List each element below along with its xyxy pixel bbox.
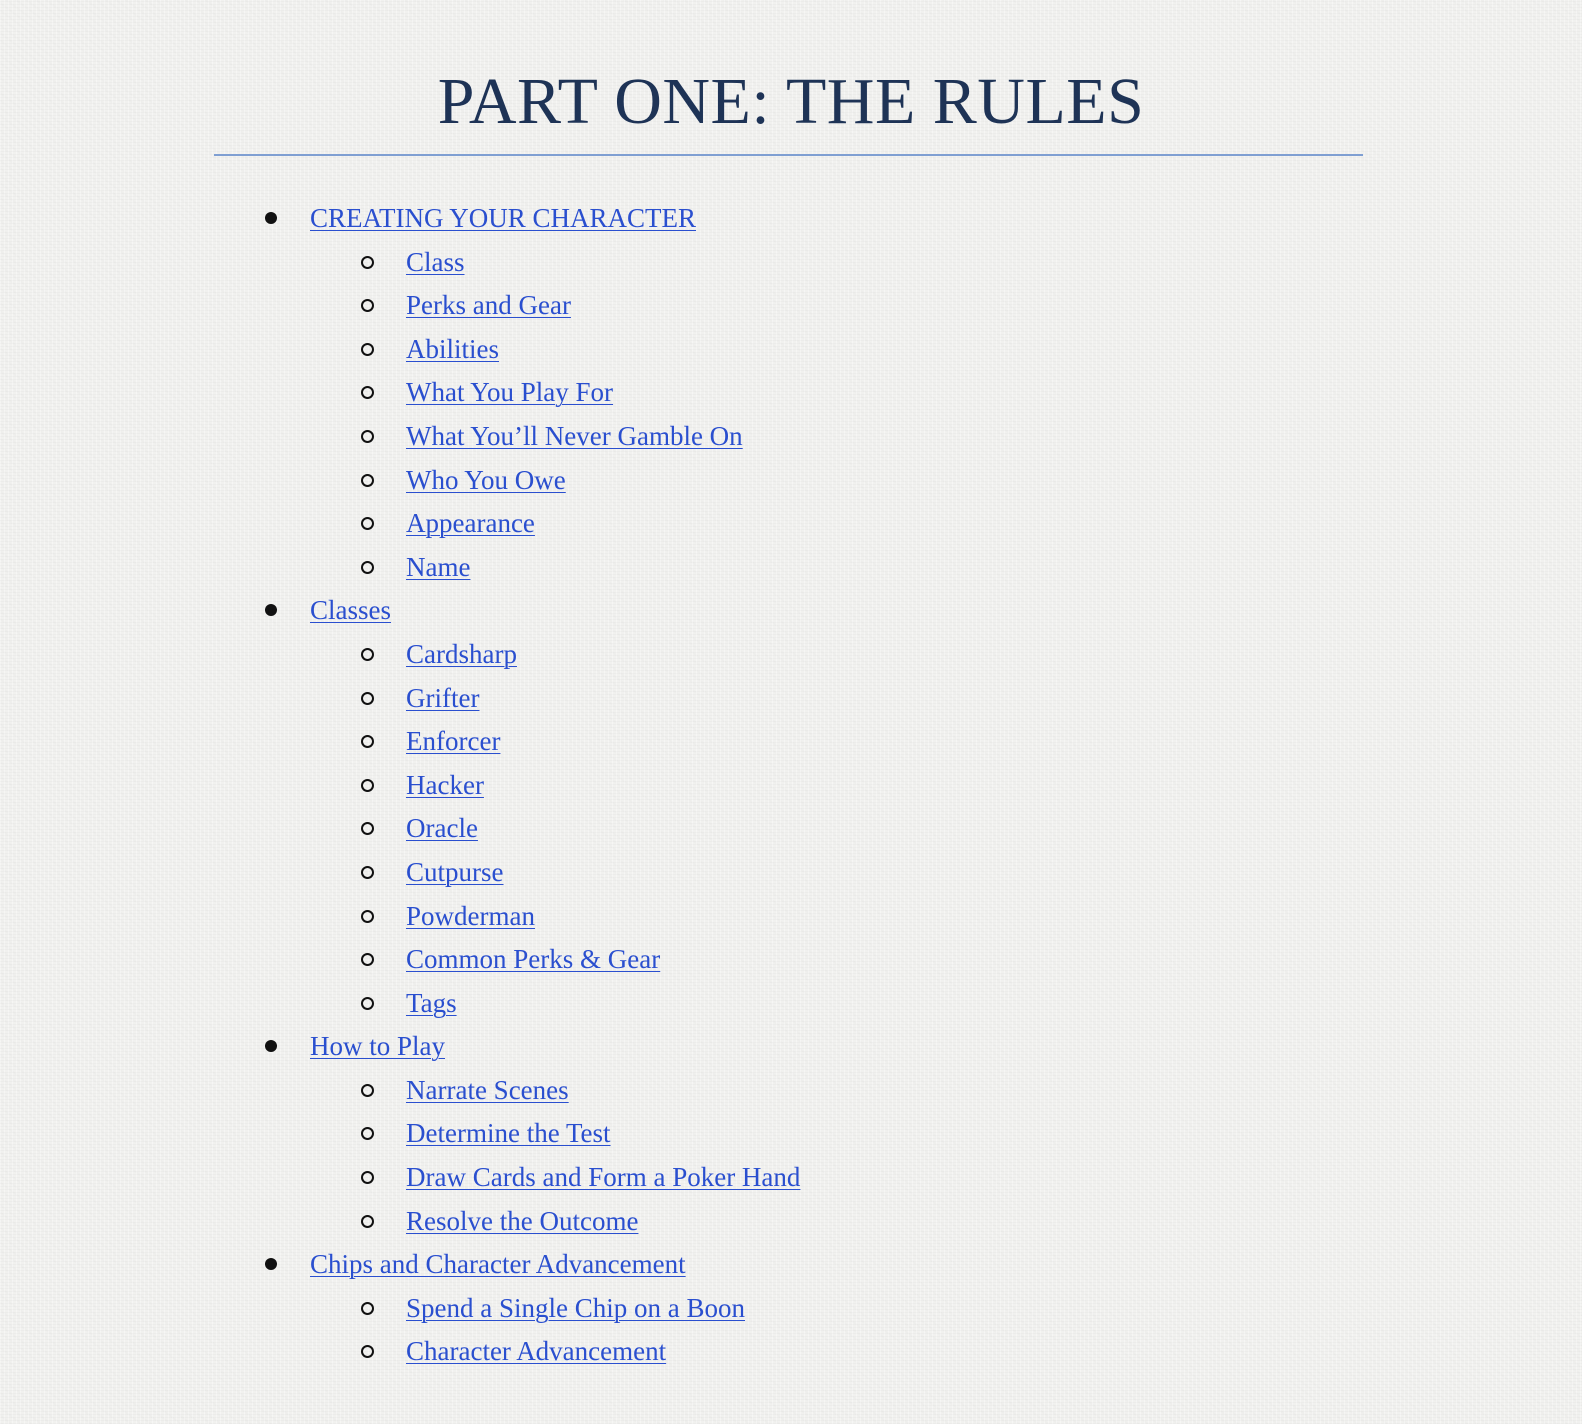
- toc-subitem: [0, 1287, 1582, 1331]
- toc-link-chips-and-character-advancement[interactable]: Chips and Character Advancement: [310, 1249, 686, 1280]
- toc-subitem: [0, 895, 1582, 939]
- toc-link-cutpurse[interactable]: Cutpurse: [406, 856, 504, 887]
- circle-bullet-icon: [361, 997, 374, 1010]
- toc-subitem: [0, 284, 1582, 328]
- circle-bullet-icon: [361, 1302, 374, 1315]
- circle-bullet-icon: [361, 386, 374, 399]
- toc-subitem: [0, 1069, 1582, 1113]
- circle-bullet-icon: [361, 343, 374, 356]
- circle-bullet-icon: [361, 866, 374, 879]
- toc-subitem: [0, 459, 1582, 503]
- toc-section: [0, 197, 1582, 589]
- circle-bullet-icon: [361, 1127, 374, 1140]
- circle-bullet-icon: [361, 256, 374, 269]
- circle-bullet-icon: [361, 692, 374, 705]
- circle-bullet-icon: [361, 299, 374, 312]
- toc-subitem: [0, 546, 1582, 590]
- toc-link-perks-and-gear[interactable]: Perks and Gear: [406, 290, 571, 321]
- disc-bullet-icon: [265, 604, 277, 616]
- toc-subitem: [0, 807, 1582, 851]
- circle-bullet-icon: [361, 735, 374, 748]
- toc-link-abilities[interactable]: Abilities: [406, 333, 499, 364]
- circle-bullet-icon: [361, 648, 374, 661]
- toc-subitem: [0, 764, 1582, 808]
- circle-bullet-icon: [361, 1084, 374, 1097]
- toc-section-row: [0, 1025, 1582, 1069]
- toc-link-who-you-owe[interactable]: Who You Owe: [406, 464, 566, 495]
- toc-link-class[interactable]: Class: [406, 246, 465, 277]
- toc-subitem: [0, 982, 1582, 1026]
- toc-subitem: [0, 938, 1582, 982]
- circle-bullet-icon: [361, 474, 374, 487]
- toc-section: [0, 1025, 1582, 1243]
- toc-link-narrate-scenes[interactable]: Narrate Scenes: [406, 1074, 569, 1105]
- circle-bullet-icon: [361, 953, 374, 966]
- toc-subitem: [0, 720, 1582, 764]
- toc-link-tags[interactable]: Tags: [406, 987, 457, 1018]
- table-of-contents: [0, 197, 1582, 1374]
- circle-bullet-icon: [361, 1171, 374, 1184]
- disc-bullet-icon: [265, 1040, 277, 1052]
- disc-bullet-icon: [265, 212, 277, 224]
- toc-link-name[interactable]: Name: [406, 551, 471, 582]
- toc-link-oracle[interactable]: Oracle: [406, 813, 478, 844]
- toc-sublist: [0, 1069, 1582, 1243]
- toc-link-cardsharp[interactable]: Cardsharp: [406, 638, 517, 669]
- circle-bullet-icon: [361, 430, 374, 443]
- toc-sublist: [0, 1287, 1582, 1374]
- toc-sublist: [0, 633, 1582, 1025]
- disc-bullet-icon: [265, 1258, 277, 1270]
- circle-bullet-icon: [361, 822, 374, 835]
- toc-link-hacker[interactable]: Hacker: [406, 769, 484, 800]
- toc-link-powderman[interactable]: Powderman: [406, 900, 535, 931]
- toc-link-what-you-play-for[interactable]: What You Play For: [406, 377, 614, 408]
- toc-section: [0, 1243, 1582, 1374]
- circle-bullet-icon: [361, 561, 374, 574]
- toc-link-determine-the-test[interactable]: Determine the Test: [406, 1118, 611, 1149]
- toc-subitem: [0, 633, 1582, 677]
- toc-section-row: [0, 1243, 1582, 1287]
- toc-link-creating-your-character[interactable]: CREATING YOUR CHARACTER: [310, 203, 697, 233]
- toc-link-enforcer[interactable]: Enforcer: [406, 726, 501, 757]
- toc-link-common-perks-and-gear[interactable]: Common Perks & Gear: [406, 944, 661, 975]
- circle-bullet-icon: [361, 910, 374, 923]
- toc-section: [0, 589, 1582, 1025]
- toc-link-appearance[interactable]: Appearance: [406, 508, 535, 539]
- toc-link-character-advancement[interactable]: Character Advancement: [406, 1336, 667, 1367]
- toc-sublist: [0, 241, 1582, 590]
- circle-bullet-icon: [361, 779, 374, 792]
- toc-link-how-to-play[interactable]: How to Play: [310, 1031, 445, 1062]
- toc-link-draw-cards-and-form-a-poker-hand[interactable]: Draw Cards and Form a Poker Hand: [406, 1162, 801, 1193]
- toc-subitem: [0, 677, 1582, 721]
- title-divider: [214, 154, 1363, 156]
- toc-section-row: [0, 197, 1582, 241]
- toc-link-classes[interactable]: Classes: [310, 595, 391, 626]
- circle-bullet-icon: [361, 517, 374, 530]
- toc-subitem: [0, 241, 1582, 285]
- toc-subitem: [0, 502, 1582, 546]
- toc-link-resolve-the-outcome[interactable]: Resolve the Outcome: [406, 1205, 639, 1236]
- circle-bullet-icon: [361, 1215, 374, 1228]
- toc-subitem: [0, 1200, 1582, 1244]
- toc-subitem: [0, 851, 1582, 895]
- toc-subitem: [0, 415, 1582, 459]
- toc-link-grifter[interactable]: Grifter: [406, 682, 480, 713]
- toc-subitem: [0, 371, 1582, 415]
- toc-link-spend-a-single-chip-on-a-boon[interactable]: Spend a Single Chip on a Boon: [406, 1292, 745, 1323]
- toc-subitem: [0, 1156, 1582, 1200]
- page-title: PART ONE: THE RULES: [437, 65, 1145, 138]
- toc-section-row: [0, 589, 1582, 633]
- toc-subitem: [0, 328, 1582, 372]
- toc-subitem: [0, 1330, 1582, 1374]
- toc-subitem: [0, 1112, 1582, 1156]
- toc-link-what-youll-never-gamble-on[interactable]: What You’ll Never Gamble On: [406, 420, 743, 451]
- circle-bullet-icon: [361, 1345, 374, 1358]
